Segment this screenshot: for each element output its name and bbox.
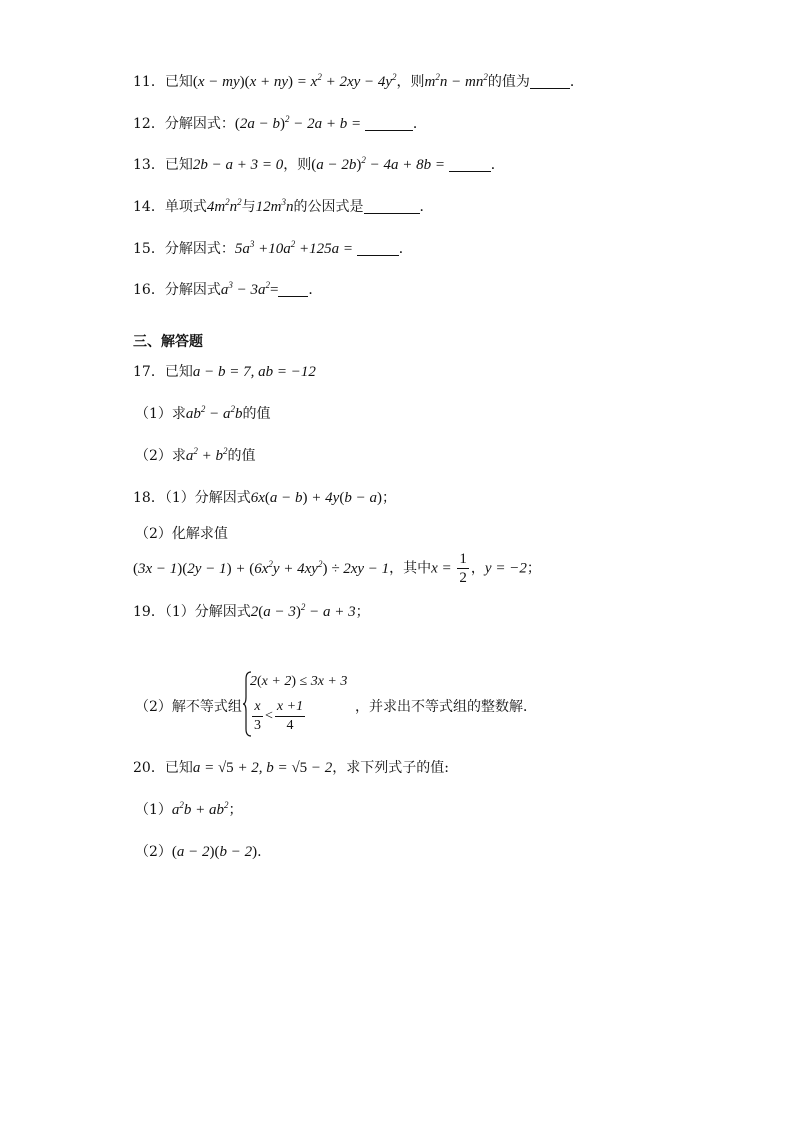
question-text: 单项式 [164, 199, 207, 215]
question-text: ， [470, 560, 485, 577]
question-18-part-2 [135, 524, 228, 544]
question-text: 的值 [242, 406, 271, 422]
math-expression: a = √5 + 2, b = √5 − 2 [192, 760, 333, 776]
question-text: 的公因式是 [293, 199, 364, 215]
question-number: 17． [133, 364, 165, 380]
question-11 [133, 72, 584, 92]
math-expression: $a^2b + ab^2$ [171, 800, 229, 818]
inequality-2: $\frac{x}{3}$ < $\frac{x +1}{4}$ [254, 699, 304, 733]
question-text: 与 [241, 199, 256, 215]
answer-blank[interactable] [365, 116, 413, 131]
question-text: ，则 [396, 74, 425, 90]
question-text: ； [381, 490, 396, 506]
fraction-one-half: $\frac{1}{2}$ [459, 551, 467, 586]
math-expression: $(a - 2b)^2 - 4a + 8b$ = [311, 155, 449, 173]
question-number: 12． [133, 116, 165, 132]
question-13 [133, 155, 505, 175]
question-text: （2）求 [135, 448, 186, 464]
question-19 [133, 602, 370, 622]
math-expression: $12m^3n$ [255, 197, 294, 215]
question-20-part-2 [135, 842, 262, 862]
question-text: ． [412, 116, 427, 132]
math-expression: $(x - my)(x + ny) = x^2 + 2xy - 4y^2$ [192, 72, 397, 90]
question-14 [133, 197, 434, 217]
question-text: 的值为 [487, 74, 530, 90]
question-text: ； [228, 802, 243, 818]
question-number: 20． [133, 760, 165, 776]
question-text: 已知 [164, 760, 193, 776]
question-text: （2） [135, 844, 172, 860]
question-20-part-1 [135, 800, 243, 820]
math-expression: $4m^2n^2$ [206, 197, 242, 215]
question-text: ，求下列式子的值: [332, 760, 450, 776]
question-17-part-1 [135, 404, 271, 424]
fraction-x-plus-1-over-4: $\frac{x +1}{4}$ [276, 699, 304, 733]
question-text: （2）化解求值 [135, 526, 228, 542]
math-expression: $(2a - b)^2 - 2a + b$ = [234, 114, 365, 132]
question-text: ； [355, 604, 370, 620]
question-20 [133, 758, 449, 778]
math-expression: $2(a - 3)^2 - a + 3$ [250, 602, 356, 620]
answer-blank[interactable] [357, 241, 399, 256]
math-expression: y = −2 [484, 560, 527, 577]
question-text: ． [398, 241, 413, 257]
math-expression: $a^2 + b^2$ [185, 446, 228, 464]
question-text: （1）求 [135, 406, 186, 422]
question-number: 14． [133, 199, 165, 215]
question-18-expression [133, 550, 541, 587]
inequality-1: 2(x + 2) ≤ 3x + 3 [250, 674, 348, 689]
question-text: ，则 [283, 157, 312, 173]
section-heading: 三、解答题 [133, 334, 203, 350]
math-expression: 6x(a − b) + 4y(b − a) [250, 490, 382, 506]
question-text: 已知 [164, 74, 193, 90]
question-text: 已知 [164, 364, 193, 380]
answer-blank[interactable] [449, 157, 491, 172]
question-18 [133, 488, 396, 508]
question-number: 15． [133, 241, 165, 257]
question-17 [133, 362, 316, 382]
question-text: 分解因式： [164, 116, 235, 132]
question-text: ． [308, 282, 323, 298]
question-number: 13． [133, 157, 165, 173]
math-expression: $a^3 - 3a^2=$ [220, 280, 279, 298]
question-number: 16． [133, 282, 165, 298]
fraction-x-over-3: $\frac{x}{3}$ [254, 699, 261, 733]
question-text: （1） [135, 802, 172, 818]
answer-blank[interactable] [278, 282, 308, 297]
math-expression: $5a^3 +10a^2 +125a$ = [234, 239, 357, 257]
answer-blank[interactable] [364, 199, 420, 214]
question-17-part-2 [135, 446, 256, 466]
question-text: . [257, 844, 262, 860]
math-expression: $(3x - 1)(2y - 1) + (6x^2y + 4xy^2) \div 2xy - 1$ [133, 558, 390, 577]
question-text: ； [526, 560, 541, 577]
question-number: 11． [133, 74, 165, 90]
question-text: ． [419, 199, 434, 215]
question-text: 已知 [164, 157, 193, 173]
question-text: （1）分解因式 [164, 604, 251, 620]
question-number: 19． [133, 604, 165, 620]
question-number: 18． [133, 490, 165, 506]
question-16 [133, 280, 322, 300]
math-expression: $ab^2 - a^2b$ [185, 404, 243, 422]
question-19-part-2-end: ，并求出不等式组的整数解． [355, 699, 537, 715]
question-text: ． [490, 157, 505, 173]
question-text: 分解因式： [164, 241, 235, 257]
math-expression: (a − 2)(b − 2) [171, 844, 258, 860]
answer-blank[interactable] [530, 74, 570, 89]
math-expression: x = [431, 560, 456, 577]
question-text: ． [569, 74, 584, 90]
question-19-part-2 [135, 697, 242, 717]
math-expression: $m^2n - mn^2$ [424, 72, 488, 90]
question-text: 分解因式 [164, 282, 221, 298]
question-text: 的值 [227, 448, 256, 464]
math-expression: a − b = 7, ab = −12 [192, 364, 316, 380]
question-12 [133, 114, 427, 134]
question-text: （2）解不等式组 [135, 699, 242, 715]
question-15 [133, 239, 413, 259]
question-text: ，其中 [389, 560, 432, 577]
question-text: （1）分解因式 [164, 490, 251, 506]
math-expression: 2b − a + 3 = 0 [192, 157, 284, 173]
